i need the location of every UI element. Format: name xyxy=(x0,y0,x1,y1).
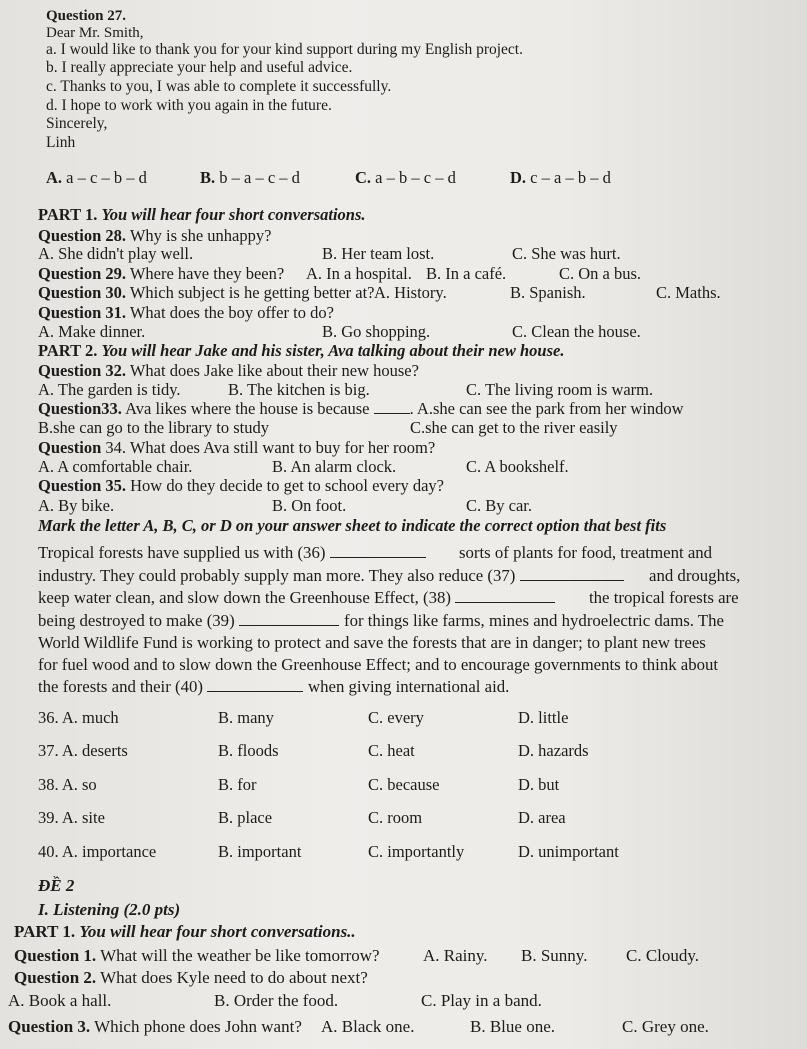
q31-option-a[interactable]: A. Make dinner. xyxy=(38,322,146,341)
q29-stem: Question 29. Where have they been? xyxy=(38,264,285,283)
q27-option-b[interactable]: B. b – a – c – d xyxy=(200,168,300,187)
q27-title: Question 27. xyxy=(46,8,127,24)
mark-instruction: Mark the letter A, B, C, or D on your answer sheet to indicate the correct option that best fits xyxy=(38,516,667,535)
q31-option-c[interactable]: C. Clean the house. xyxy=(512,322,641,341)
de2-q1-option-c[interactable]: C. Cloudy. xyxy=(626,946,700,965)
de2-q1-option-a[interactable]: A. Rainy. xyxy=(423,946,488,965)
q35-option-a[interactable]: A. By bike. xyxy=(38,496,115,515)
choice-40-c[interactable]: C. importantly xyxy=(368,842,465,861)
q34-stem: Question 34. What does Ava still want to buy for her room? xyxy=(38,438,436,457)
q29-option-a[interactable]: A. In a hospital. xyxy=(306,264,412,283)
choice-37-d[interactable]: D. hazards xyxy=(518,741,589,760)
q35-stem: Question 35. How do they decide to get to school every day? xyxy=(38,476,445,495)
q28-option-b[interactable]: B. Her team lost. xyxy=(322,244,435,263)
passage-line-3: keep water clean, and slow down the Greenhouse Effect, (38) xyxy=(38,588,555,608)
q29-option-c[interactable]: C. On a bus. xyxy=(559,264,642,283)
choice-39-a[interactable]: 39. A. site xyxy=(38,808,105,827)
de2-q2-option-a[interactable]: A. Book a hall. xyxy=(8,991,112,1010)
blank-37[interactable] xyxy=(520,580,624,581)
q35-option-c[interactable]: C. By car. xyxy=(466,496,532,515)
passage-line-1: Tropical forests have supplied us with (36) xyxy=(38,543,426,563)
q27-option-a[interactable]: A. a – c – b – d xyxy=(46,168,147,187)
q32-option-b[interactable]: B. The kitchen is big. xyxy=(228,380,370,399)
passage-line-4: being destroyed to make (39) xyxy=(38,611,339,631)
blank-40[interactable] xyxy=(207,691,303,692)
choice-36-a[interactable]: 36. A. much xyxy=(38,708,119,727)
choice-39-d[interactable]: D. area xyxy=(518,808,566,827)
q28-stem: Question 28. Why is she unhappy? xyxy=(38,226,272,245)
de2-q3-option-c[interactable]: C. Grey one. xyxy=(622,1017,709,1036)
letter-greeting: Dear Mr. Smith, xyxy=(46,25,144,41)
letter-closing: Sincerely, xyxy=(46,115,108,132)
de2-q3-option-a[interactable]: A. Black one. xyxy=(321,1017,415,1036)
letter-line-a: a. I would like to thank you for your kind support during my English project. xyxy=(46,41,523,58)
q32-option-a[interactable]: A. The garden is tidy. xyxy=(38,380,181,399)
choice-40-a[interactable]: 40. A. importance xyxy=(38,842,157,861)
q27-option-c[interactable]: C. a – b – c – d xyxy=(355,168,456,187)
de2-q3-option-b[interactable]: B. Blue one. xyxy=(470,1017,555,1036)
passage-line-7b: when giving international aid. xyxy=(308,677,510,696)
q33-stem: Question33. Ava likes where the house is because . A.she can see the park from her window xyxy=(38,399,684,418)
part1-heading: PART 1. You will hear four short conversations. xyxy=(38,205,366,224)
choice-39-b[interactable]: B. place xyxy=(218,808,273,827)
letter-signature: Linh xyxy=(46,134,76,151)
choice-36-c[interactable]: C. every xyxy=(368,708,424,727)
passage-line-2b: and droughts, xyxy=(649,566,741,585)
q32-option-c[interactable]: C. The living room is warm. xyxy=(466,380,654,399)
letter-line-d: d. I hope to work with you again in the future. xyxy=(46,97,332,114)
q28-option-a[interactable]: A. She didn't play well. xyxy=(38,244,194,263)
q34-option-a[interactable]: A. A comfortable chair. xyxy=(38,457,193,476)
choice-37-a[interactable]: 37. A. deserts xyxy=(38,741,128,760)
choice-37-c[interactable]: C. heat xyxy=(368,741,415,760)
choice-36-d[interactable]: D. little xyxy=(518,708,569,727)
q31-stem: Question 31. What does the boy offer to do? xyxy=(38,303,334,322)
passage-line-7: the forests and their (40) xyxy=(38,677,303,697)
de2-q2-option-b[interactable]: B. Order the food. xyxy=(214,991,339,1010)
q32-stem: Question 32. What does Jake like about their new house? xyxy=(38,361,419,380)
q27-option-d[interactable]: D. c – a – b – d xyxy=(510,168,611,187)
choice-38-d[interactable]: D. but xyxy=(518,775,560,794)
letter-line-c: c. Thanks to you, I was able to complete it successfully. xyxy=(46,78,392,95)
part2-heading: PART 2. You will hear Jake and his sister, Ava talking about their new house. xyxy=(38,341,565,360)
choice-38-c[interactable]: C. because xyxy=(368,775,440,794)
q34-option-c[interactable]: C. A bookshelf. xyxy=(466,457,569,476)
de2-q2-stem: Question 2. What does Kyle need to do about next? xyxy=(14,968,368,987)
blank-39[interactable] xyxy=(239,625,339,626)
de2-title: ĐỀ 2 xyxy=(38,876,75,895)
choice-40-d[interactable]: D. unimportant xyxy=(518,842,619,861)
q29-option-b[interactable]: B. In a café. xyxy=(426,264,507,283)
de2-part1-heading: PART 1. You will hear four short conversations.. xyxy=(14,922,356,941)
blank-38[interactable] xyxy=(455,602,555,603)
choice-40-b[interactable]: B. important xyxy=(218,842,302,861)
de2-section: I. Listening (2.0 pts) xyxy=(38,900,181,919)
choice-38-b[interactable]: B. for xyxy=(218,775,257,794)
de2-q2-option-c[interactable]: C. Play in a band. xyxy=(421,991,542,1010)
q30-option-a[interactable]: A. History. xyxy=(374,283,447,302)
choice-39-c[interactable]: C. room xyxy=(368,808,423,827)
passage-line-3b: the tropical forests are xyxy=(589,588,739,607)
choice-37-b[interactable]: B. floods xyxy=(218,741,279,760)
de2-q1-option-b[interactable]: B. Sunny. xyxy=(521,946,588,965)
q30-option-c[interactable]: C. Maths. xyxy=(656,283,721,302)
q31-option-b[interactable]: B. Go shopping. xyxy=(322,322,431,341)
passage-line-4b: for things like farms, mines and hydroelectric dams. The xyxy=(344,611,724,630)
passage-line-5: World Wildlife Fund is working to protect and save the forests that are in danger; to plant new trees xyxy=(38,633,706,652)
q28-option-c[interactable]: C. She was hurt. xyxy=(512,244,621,263)
de2-q3-stem: Question 3. Which phone does John want? xyxy=(8,1017,302,1036)
letter-line-b: b. I really appreciate your help and useful advice. xyxy=(46,59,353,76)
q33-blank[interactable] xyxy=(374,413,410,414)
passage-line-1b: sorts of plants for food, treatment and xyxy=(459,543,713,562)
choice-38-a[interactable]: 38. A. so xyxy=(38,775,97,794)
de2-q1-stem: Question 1. What will the weather be like tomorrow? xyxy=(14,946,380,965)
choice-36-b[interactable]: B. many xyxy=(218,708,274,727)
passage-line-2: industry. They could probably supply man more. They also reduce (37) xyxy=(38,566,624,586)
blank-36[interactable] xyxy=(330,557,426,558)
passage-line-6: for fuel wood and to slow down the Greenhouse Effect; and to encourage governments to think about xyxy=(38,655,719,674)
q34-option-b[interactable]: B. An alarm clock. xyxy=(272,457,397,476)
q35-option-b[interactable]: B. On foot. xyxy=(272,496,347,515)
q33-option-c[interactable]: C.she can get to the river easily xyxy=(410,418,618,437)
q33-option-b[interactable]: B.she can go to the library to study xyxy=(38,418,269,437)
q30-option-b[interactable]: B. Spanish. xyxy=(510,283,586,302)
q30-stem: Question 30. Which subject is he getting better at? xyxy=(38,283,375,302)
